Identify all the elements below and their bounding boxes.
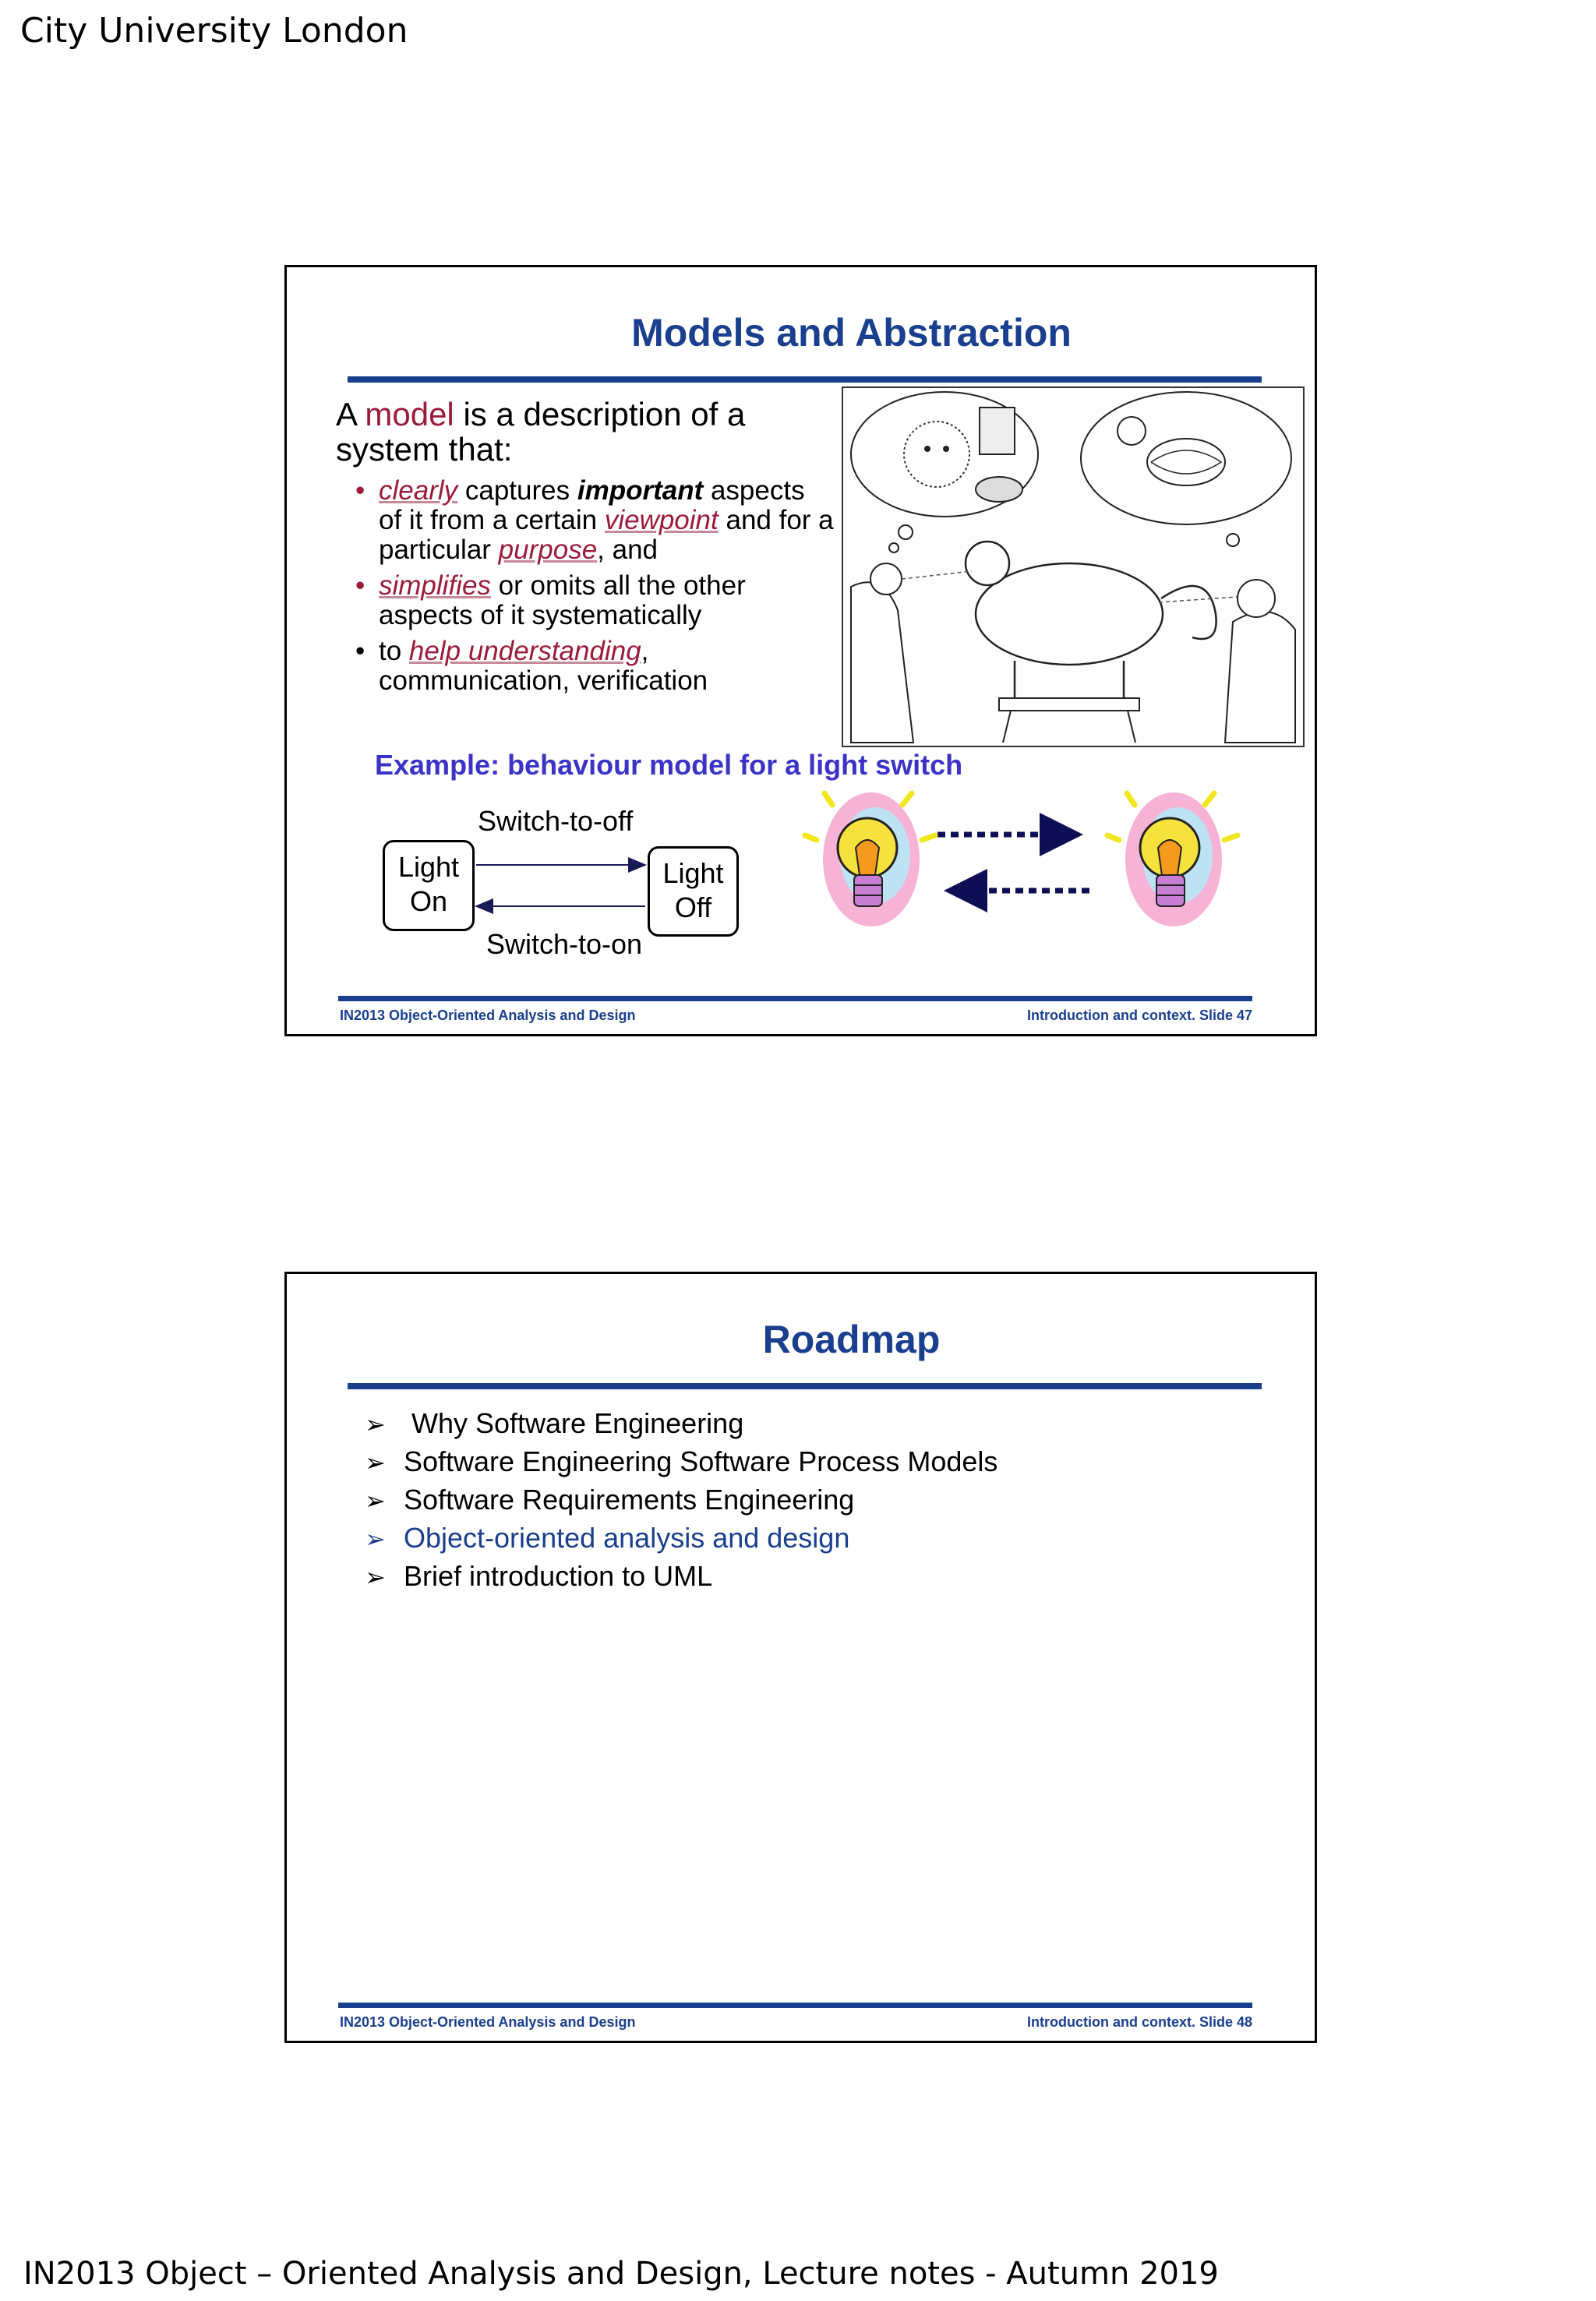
- text: , communication, verification: [379, 636, 708, 696]
- slide-47: [284, 265, 1317, 1036]
- state-light-on: Light On: [383, 840, 475, 931]
- roadmap-item-label: Why Software Engineering: [411, 1407, 744, 1439]
- roadmap-item: [365, 1481, 998, 1519]
- transition-label-to-on: Switch-to-on: [486, 928, 643, 960]
- slide-48: [284, 1272, 1317, 2043]
- arrow-bullet-icon: ➢: [365, 1410, 386, 1438]
- roadmap-item-label: Software Requirements Engineering: [404, 1484, 855, 1516]
- slide-footer-course: IN2013 Object-Oriented Analysis and Design: [340, 1008, 636, 1023]
- term-help-understanding: help understanding: [408, 636, 641, 666]
- intro-rest: is a description of a system that:: [336, 396, 746, 468]
- roadmap-item-label: Software Engineering Software Process Models: [404, 1445, 998, 1477]
- title-rule: [348, 1383, 1262, 1389]
- roadmap-item: [365, 1405, 998, 1443]
- term-viewpoint: viewpoint: [604, 505, 719, 535]
- slide-footer-number: Introduction and context. Slide 48: [1026, 2014, 1252, 2030]
- roadmap-item-current: [365, 1519, 998, 1558]
- slide-footer-course: IN2013 Object-Oriented Analysis and Design: [340, 2014, 636, 2030]
- arrow-bullet-icon: ➢: [365, 1563, 386, 1591]
- roadmap-item: [365, 1558, 998, 1596]
- term-important: important: [577, 475, 704, 506]
- lightbulb-icon: [1103, 785, 1244, 949]
- arrow-bullet-icon: ➢: [365, 1525, 386, 1553]
- text: and for a particular: [379, 505, 834, 565]
- roadmap-item-label: Object-oriented analysis and design: [404, 1522, 850, 1554]
- bullet-dot: •: [355, 475, 365, 506]
- text: to: [379, 636, 409, 666]
- text: captures: [457, 475, 577, 506]
- roadmap-item-label: Brief introduction to UML: [404, 1560, 713, 1592]
- state-light-off: Light Off: [648, 846, 739, 937]
- footer-rule: [338, 2003, 1252, 2008]
- term-clearly: clearly: [379, 475, 458, 506]
- text: or omits all the other aspects of it systematically: [379, 570, 746, 630]
- roadmap-item: [365, 1443, 998, 1481]
- arrow-bullet-icon: ➢: [365, 1449, 386, 1477]
- page-header: City University London: [20, 11, 408, 51]
- roadmap-list: [365, 1405, 998, 1596]
- lightbulb-icon: [801, 785, 941, 949]
- slide-footer-number: Introduction and context. Slide 47: [1026, 1008, 1252, 1023]
- text: , and: [597, 535, 659, 565]
- slide-title: Models and Abstraction: [631, 311, 1072, 355]
- bullet-dot: •: [355, 636, 365, 666]
- transition-label-to-off: Switch-to-off: [478, 805, 634, 837]
- term-simplifies: simplifies: [379, 570, 491, 601]
- term-purpose: purpose: [498, 535, 598, 565]
- text: aspects of it from a certain: [379, 475, 805, 535]
- bullet-dot: •: [355, 570, 365, 601]
- footer-rule: [338, 996, 1252, 1001]
- arrow-bullet-icon: ➢: [365, 1487, 386, 1515]
- model-term: model: [365, 396, 454, 432]
- example-heading: Example: behaviour model for a light switch: [375, 749, 963, 781]
- slide-title: Roadmap: [762, 1318, 941, 1361]
- intro-text: A: [336, 396, 365, 432]
- page-footer: IN2013 Object – Oriented Analysis and Design, Lecture notes - Autumn 2019: [23, 2256, 1219, 2292]
